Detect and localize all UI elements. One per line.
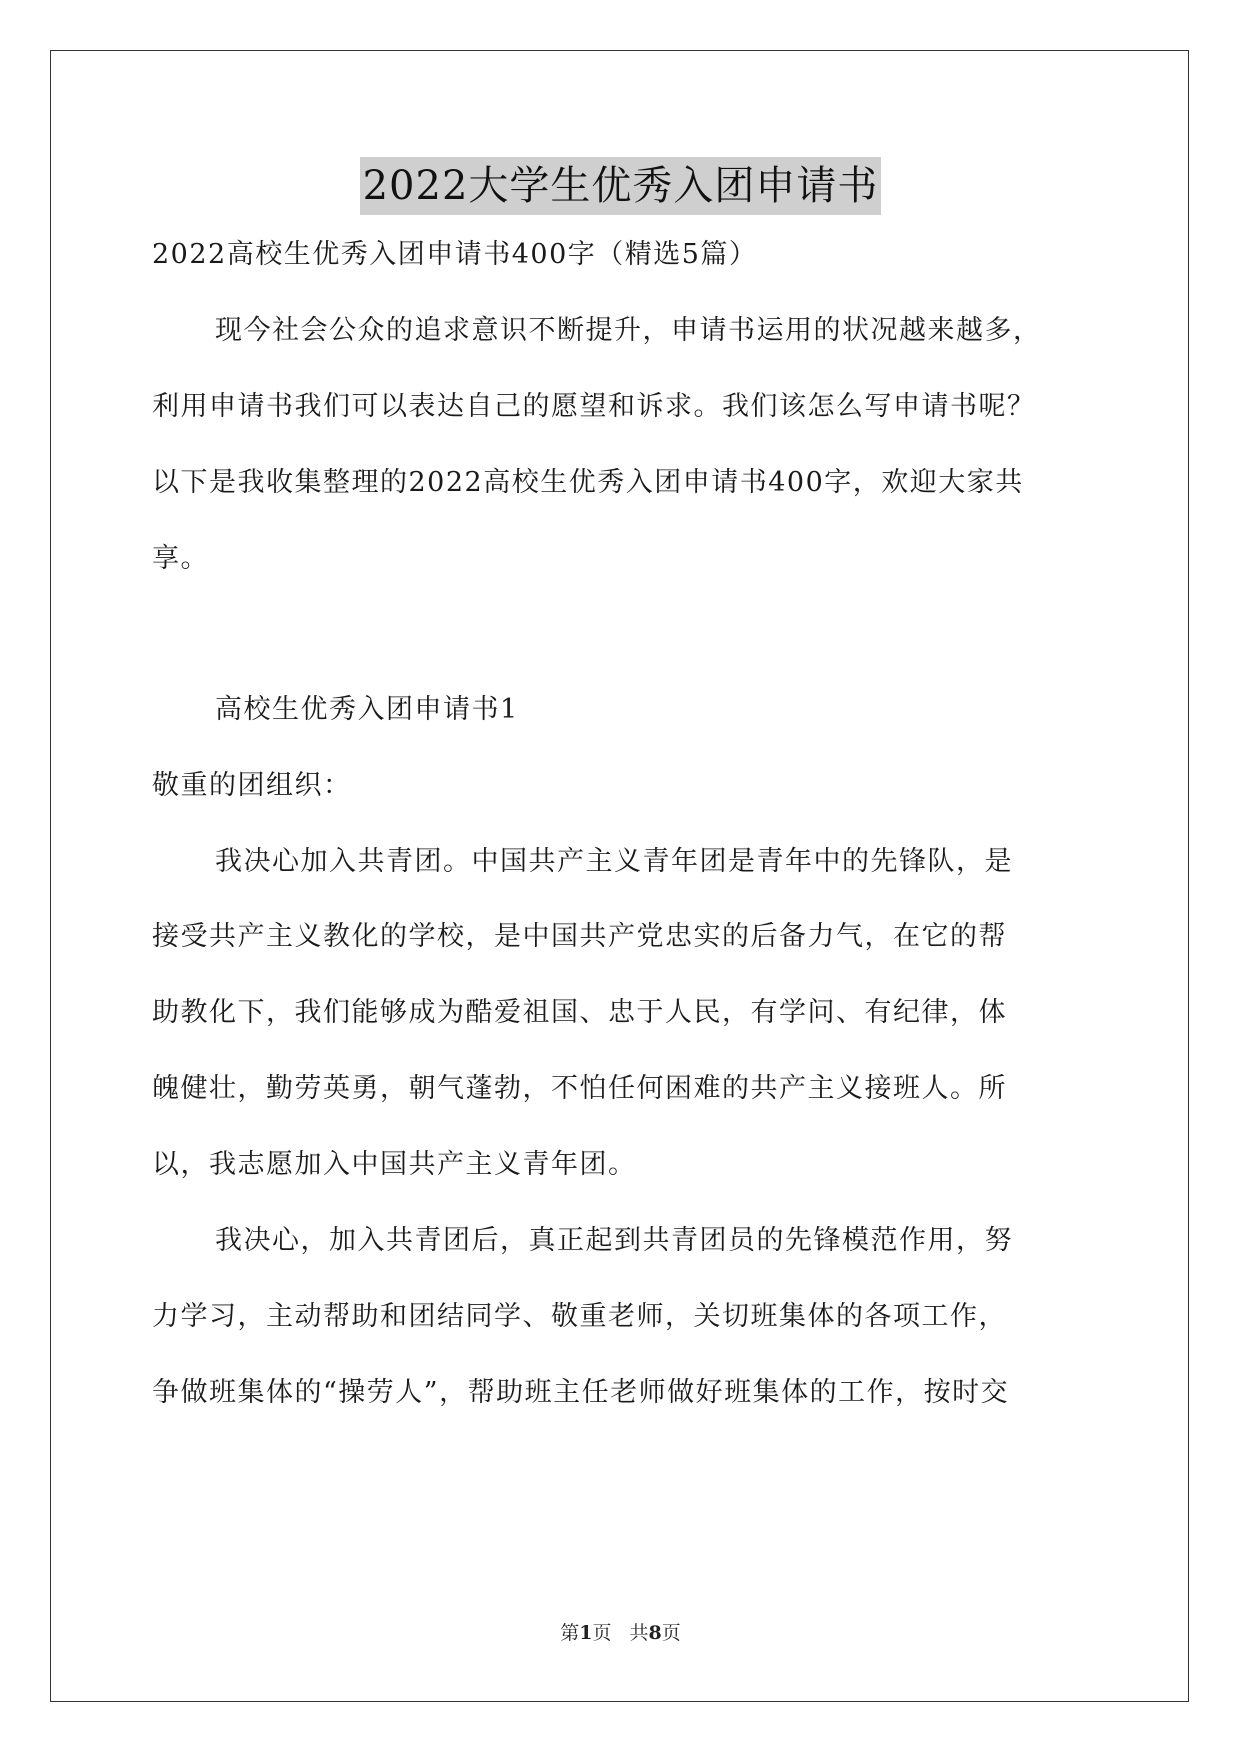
total-suffix: 页	[661, 1622, 681, 1644]
paragraph-line: 魄健壮，勤劳英勇，朝气蓬勃，不怕任何困难的共产主义接班人。所	[152, 1073, 1007, 1104]
intro-line: 现今社会公众的追求意识不断提升，申请书运用的状况越来越多，	[215, 315, 1042, 346]
total-pages: 8	[648, 1622, 662, 1644]
intro-line: 利用申请书我们可以表达自己的愿望和诉求。我们该怎么写申请书呢？	[152, 391, 1036, 422]
document-title: 2022大学生优秀入团申请书	[360, 157, 882, 215]
paragraph-line: 争做班集体的“操劳人”，帮助班主任老师做好班集体的工作，按时交	[152, 1377, 1010, 1408]
document-subtitle: 2022高校生优秀入团申请书400字（精选5篇）	[152, 239, 758, 270]
paragraph-line: 接受共产主义教化的学校，是中国共产党忠实的后备力气，在它的帮	[152, 921, 1007, 952]
paragraph-line: 我决心，加入共青团后，真正起到共青团员的先锋模范作用，努	[215, 1225, 1013, 1256]
page-footer	[0, 1620, 1241, 1646]
intro-line: 以下是我收集整理的2022高校生优秀入团申请书400字，欢迎大家共	[152, 467, 1024, 498]
page-prefix: 第	[560, 1622, 580, 1644]
paragraph-line: 我决心加入共青团。中国共产主义青年团是青年中的先锋队，是	[215, 846, 1013, 877]
salutation: 敬重的团组织：	[152, 770, 352, 801]
intro-line: 享。	[152, 543, 209, 574]
total-prefix: 共	[629, 1622, 649, 1644]
title-container	[0, 157, 1241, 215]
page-suffix: 页	[592, 1622, 612, 1644]
paragraph-line: 以，我志愿加入中国共产主义青年团。	[152, 1149, 637, 1180]
page-number: 1	[579, 1622, 593, 1644]
paragraph-line: 助教化下，我们能够成为酷爱祖国、忠于人民，有学问、有纪律，体	[152, 997, 1007, 1028]
section-heading: 高校生优秀入团申请书1	[215, 694, 519, 725]
paragraph-line: 力学习，主动帮助和团结同学、敬重老师，关切班集体的各项工作，	[152, 1301, 1007, 1332]
